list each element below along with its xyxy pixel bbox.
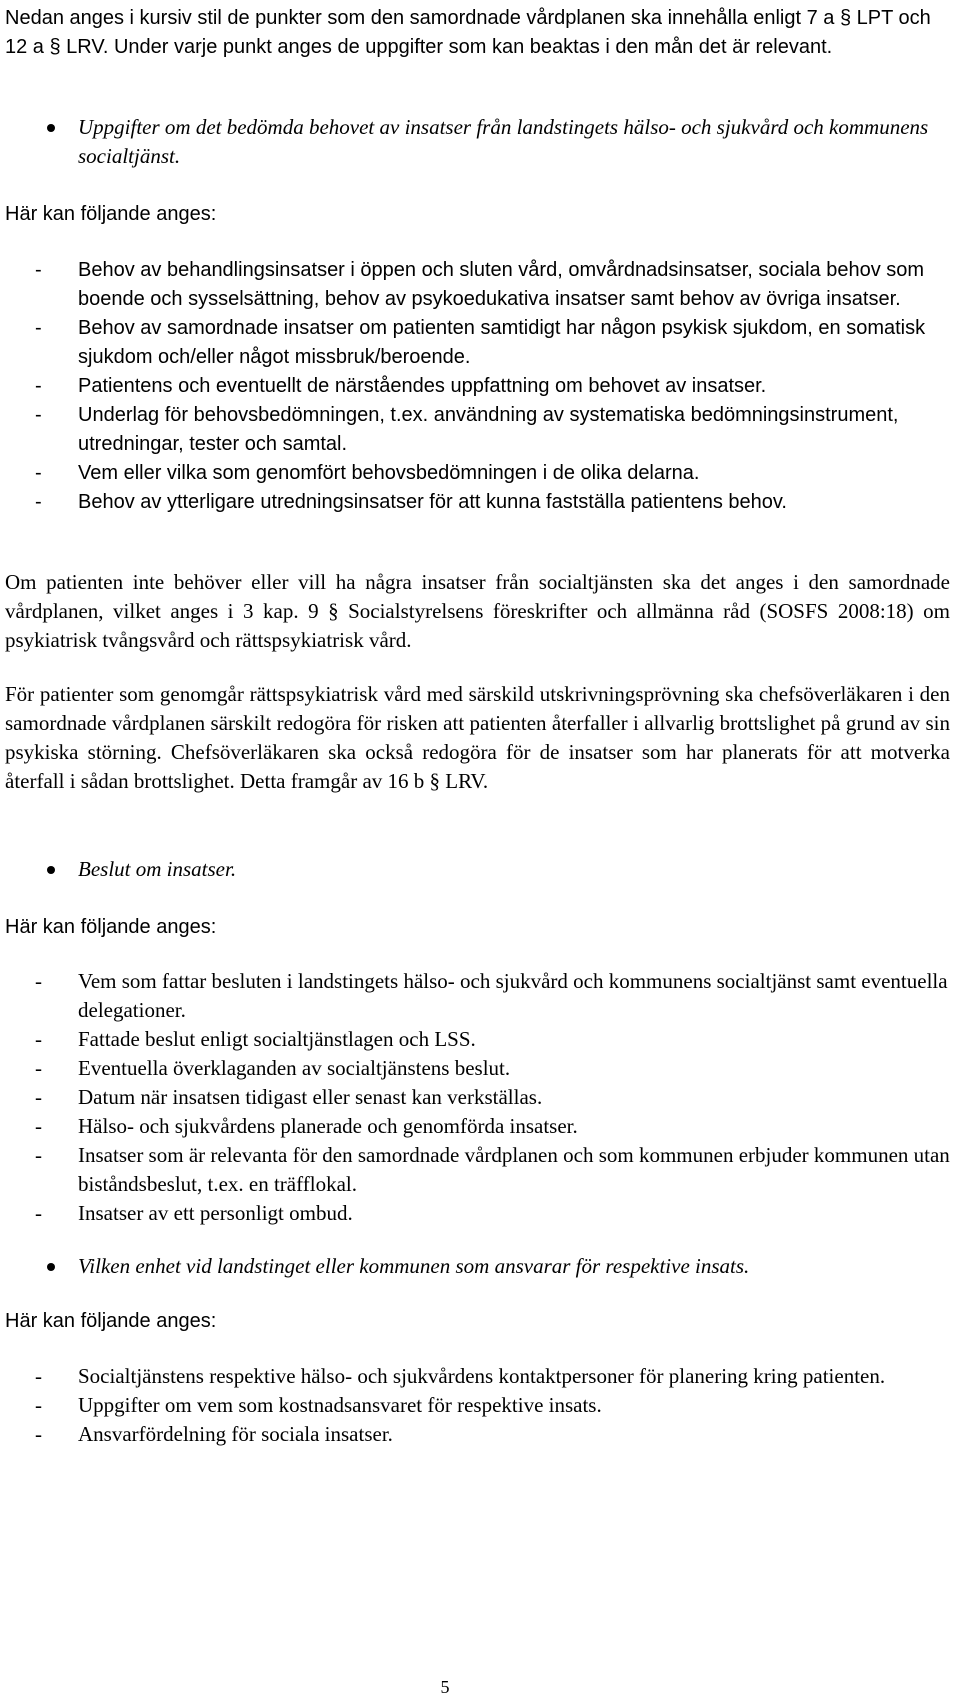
intro-paragraph: Nedan anges i kursiv stil de punkter som den samordnade vårdplanen ska innehålla enligt 7 a § LPT och 12 a § LRV. Under varje punkt anges de uppgifter som kan beaktas i den mån det är relevant. xyxy=(5,7,931,58)
section1-lead: Här kan följande anges: xyxy=(5,203,217,225)
section1-paragraph-1: Om patienten inte behöver eller vill ha några insatser från socialtjänsten ska det anges i den samordnade vårdplanen, vilket anges i 3 kap. 9 § Socialstyrelsens föreskrifter och allmänna råd (SOSFS 2008:18) om psykiatrisk tvångsvård och rättspsykiatrisk vård. xyxy=(5,570,950,652)
section1-heading: Uppgifter om det bedömda behovet av insatser från landstingets hälso- och sjukvård och kommunens socialtjänst. xyxy=(78,115,929,168)
bullet-dot-icon xyxy=(47,1263,55,1271)
list-item: - Behov av ytterligare utredningsinsatser för att kunna fastställa patientens behov. xyxy=(35,491,787,513)
section3-list xyxy=(5,1362,950,1449)
list-item: - Vem eller vilka som genomfört behovsbedömningen i de olika delarna. xyxy=(35,462,700,484)
list-item: - Vem som fattar besluten i landstingets hälso- och sjukvård och kommunens socialtjänst samt eventuella delegationer. xyxy=(35,969,948,1022)
list-item: - Ansvarfördelning för sociala insatser. xyxy=(35,1422,393,1446)
section1-bullet xyxy=(5,113,950,171)
list-item: - Socialtjänstens respektive hälso- och sjukvårdens kontaktpersoner för planering kring patienten. xyxy=(35,1364,886,1388)
section1-paragraph-2: För patienter som genomgår rättspsykiatrisk vård med särskild utskrivningsprövning ska chefsöverläkaren i den samordnade vårdplanen särskilt redogöra för risken att patienten återfaller i allvarlig brottslighet på grund av sin psykiska störning. Chefsöverläkaren ska också redogöra för de insatser som har planerats för att motverka återfall i sådan brottslighet. Detta framgår av 16 b § LRV. xyxy=(5,682,950,793)
section2-list xyxy=(5,967,950,1228)
section3-heading: Vilken enhet vid landstinget eller kommunen som ansvarar för respektive insats. xyxy=(78,1254,750,1278)
page-number: 5 xyxy=(440,1677,450,1697)
section1-list xyxy=(5,256,950,517)
list-item: - Insatser av ett personligt ombud. xyxy=(35,1201,353,1225)
bullet-dot-icon xyxy=(47,124,55,132)
section3-bullet xyxy=(5,1252,950,1281)
list-item: - Eventuella överklaganden av socialtjänstens beslut. xyxy=(35,1056,511,1080)
section3-lead: Här kan följande anges: xyxy=(5,1310,217,1332)
list-item: - Behov av samordnade insatser om patienten samtidigt har någon psykisk sjukdom, en somatisk sjukdom och/eller något missbruk/beroende. xyxy=(35,317,926,368)
list-item: - Uppgifter om vem som kostnadsansvaret för respektive insats. xyxy=(35,1393,602,1417)
bullet-dot-icon xyxy=(47,866,55,874)
section2-lead: Här kan följande anges: xyxy=(5,916,217,938)
list-item: - Fattade beslut enligt socialtjänstlagen och LSS. xyxy=(35,1027,476,1051)
list-item: - Hälso- och sjukvårdens planerade och genomförda insatser. xyxy=(35,1114,578,1138)
list-item: - Datum när insatsen tidigast eller senast kan verkställas. xyxy=(35,1085,543,1109)
list-item: - Insatser som är relevanta för den samordnade vårdplanen och som kommunen erbjuder kommunen utan biståndsbeslut, t.ex. en träfflokal. xyxy=(35,1143,950,1196)
list-item: - Underlag för behovsbedömningen, t.ex. användning av systematiska bedömningsinstrument, utredningar, tester och samtal. xyxy=(35,404,899,455)
section2-bullet xyxy=(5,855,950,884)
list-item: - Behov av behandlingsinsatser i öppen och sluten vård, omvårdnadsinsatser, sociala behov som boende och sysselsättning, behov av psykoedukativa insatser samt behov av övriga insatser. xyxy=(35,259,925,310)
section2-heading: Beslut om insatser. xyxy=(78,857,237,881)
list-item: - Patientens och eventuellt de närståendes uppfattning om behovet av insatser. xyxy=(35,375,767,397)
